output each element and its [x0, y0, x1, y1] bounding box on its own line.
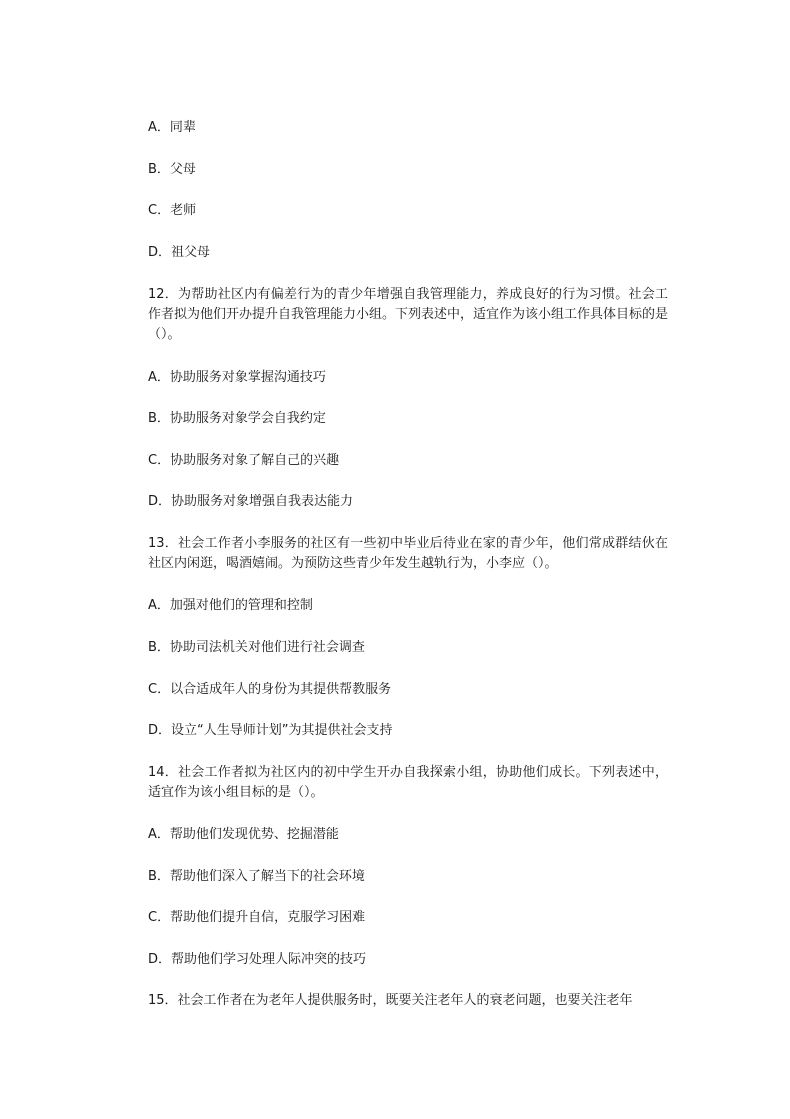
- q15-stem-text: 15．社会工作者在为老年人提供服务时，既要关注老年人的衰老问题，也要关注老年: [148, 993, 633, 1008]
- q14-stem-text: 14．社会工作者拟为社区内的初中学生开办自我探索小组，协助他们成长。下列表述中，适宜作为该小组目标的是（）。: [148, 765, 668, 800]
- q13-option-a: A．加强对他们的管理和控制: [148, 598, 313, 613]
- q13-option-c: C．以合适成年人的身份为其提供帮教服务: [148, 682, 392, 697]
- q11-option-c: C．老师: [148, 203, 197, 218]
- q13-stem: [116, 534, 668, 574]
- q12-option-b: B．协助服务对象学会自我约定: [148, 411, 326, 426]
- q11-option-b: B．父母: [148, 162, 196, 177]
- q11-option-a: A．同辈: [148, 120, 196, 135]
- q13-option-d: D．设立“人生导师计划”为其提供社会支持: [148, 723, 393, 738]
- q12-stem: [116, 285, 668, 345]
- q12-option-a: A．协助服务对象掌握沟通技巧: [148, 370, 326, 385]
- q14-option-a: A．帮助他们发现优势、挖掘潜能: [148, 827, 339, 842]
- q12-option-d: D．协助服务对象增强自我表达能力: [148, 494, 354, 509]
- q12-stem-text: 12．为帮助社区内有偏差行为的青少年增强自我管理能力，养成良好的行为习惯。社会工作者拟为他们开办提升自我管理能力小组。下列表述中，适宜作为该小组工作具体目标的是（）。: [148, 287, 669, 342]
- q11-option-d: D．祖父母: [148, 245, 211, 260]
- q13-option-b: B．协助司法机关对他们进行社会调查: [148, 640, 365, 655]
- q14-option-c: C．帮助他们提升自信，克服学习困难: [148, 910, 366, 925]
- q13-stem-text: 13．社会工作者小李服务的社区有一些初中毕业后待业在家的青少年，他们常成群结伙在社区内闲逛，喝酒嬉闹。为预防这些青少年发生越轨行为，小李应（）。: [148, 536, 668, 571]
- q14-option-d: D．帮助他们学习处理人际冲突的技巧: [148, 952, 367, 967]
- q12-option-c: C．协助服务对象了解自己的兴趣: [148, 453, 340, 468]
- q14-option-b: B．帮助他们深入了解当下的社会环境: [148, 869, 365, 884]
- q14-stem: [116, 763, 668, 803]
- q15-stem: [116, 991, 668, 1011]
